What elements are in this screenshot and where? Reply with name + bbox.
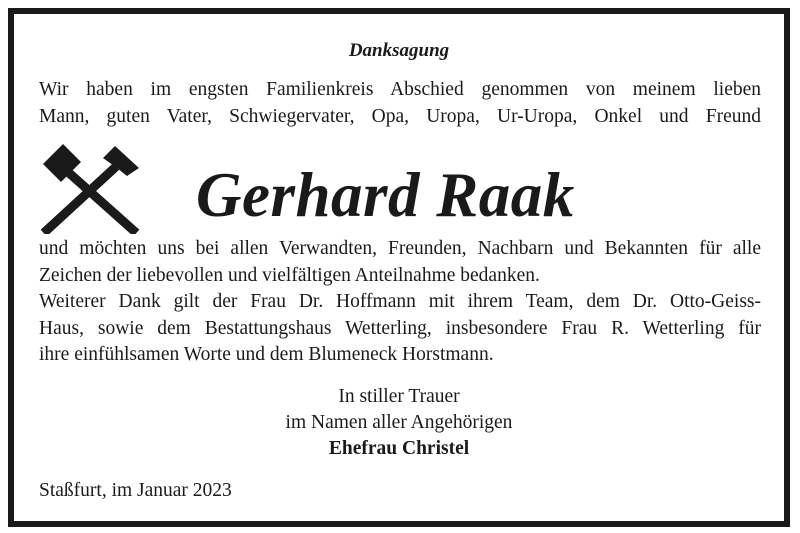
deceased-name: Gerhard Raak <box>196 160 575 230</box>
closing-line-2: im Namen aller Angehörigen <box>285 412 513 433</box>
signature: Ehefrau Christel <box>328 438 470 459</box>
obituary-notice <box>8 8 790 527</box>
intro-line-2: Mann, guten Vater, Schwiegervater, Opa, Uropa, Ur-Uropa, Onkel und Freund <box>39 105 761 127</box>
thanks-line-1: und möchten uns bei allen Verwandten, Freunden, Nachbarn und Bekannten für alle <box>39 238 761 259</box>
closing-block <box>14 384 784 462</box>
place-and-date: Staßfurt, im Januar 2023 <box>39 480 232 501</box>
hammer-and-pick-icon <box>41 142 141 234</box>
intro-line-1: Wir haben im engsten Familienkreis Abschied genommen von meinem lieben <box>39 79 761 100</box>
thanks-line-3: Weiterer Dank gilt der Frau Dr. Hoffmann mit ihrem Team, dem Dr. Otto-Geiss- <box>39 291 761 312</box>
notice-heading: Danksagung <box>348 40 450 61</box>
thanks-paragraph <box>39 236 761 369</box>
intro-paragraph <box>39 77 761 130</box>
closing-line-1: In stiller Trauer <box>338 386 460 407</box>
thanks-line-5: ihre einfühlsamen Worte und dem Blumeneck Horstmann. <box>39 344 494 365</box>
thanks-line-4: Haus, sowie dem Bestattungshaus Wetterling, insbesondere Frau R. Wetterling für <box>39 317 761 339</box>
thanks-line-2: Zeichen der liebevollen und vielfältigen Anteilnahme bedanken. <box>39 264 540 286</box>
